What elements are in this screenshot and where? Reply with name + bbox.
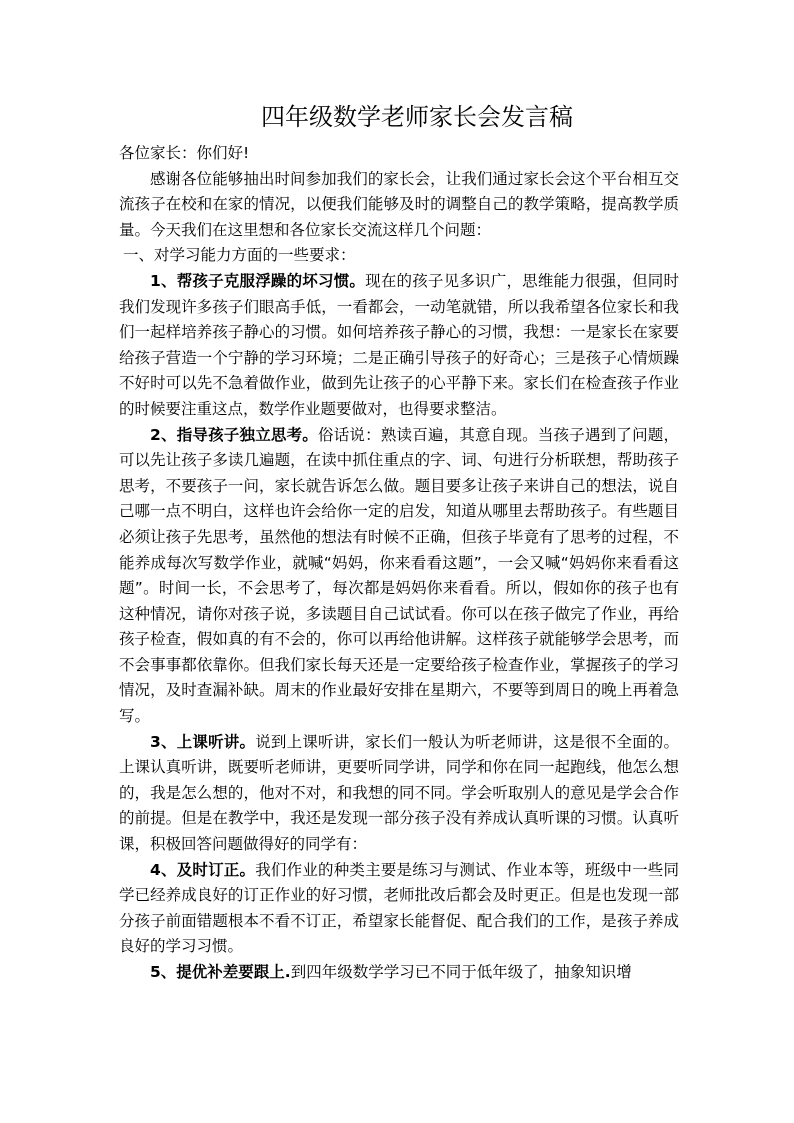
point-paragraph-4: [119, 858, 679, 960]
point-label-5: 5、提优补差要跟上.: [150, 963, 291, 981]
document-body: [119, 141, 679, 986]
point-paragraph-5: [119, 960, 679, 986]
point-text-1: 现在的孩子见多识广，思维能力很强，但同时我们发现许多孩子们眼高手低，一看都会，一动笔就错，所以我希望各位家长和我们一起样培养孩子静心的习惯。如何培养孩子静心的习惯，我想：一是家长在家要给孩子营造一个宁静的学习环境；二是正确引导孩子的好奇心；三是孩子心情烦躁不好时可以先不急着做作业，做到先让孩子的心平静下来。家长们在检查孩子作业的时候要注重这点，数学作业题要做对，也得要求整洁。: [119, 271, 679, 418]
point-text-5: 到四年级数学学习已不同于低年级了，抽象知识增: [290, 963, 632, 981]
point-label-3: 3、上课听讲。: [150, 732, 256, 751]
point-paragraph-2: [119, 423, 679, 730]
intro-paragraph: 感谢各位能够抽出时间参加我们的家长会，让我们通过家长会这个平台相互交流孩子在校和在家的情况，以便我们能够及时的调整自己的教学策略，提高教学质量。今天我们在这里想和各位家长交流这样几个问题：: [119, 169, 679, 239]
document-title: 四年级数学老师家长会发言稿: [261, 103, 573, 131]
point-paragraph-3: [119, 730, 679, 858]
point-label-1: 1、帮孩子克服浮躁的坏习惯。: [150, 271, 366, 290]
point-text-2: 俗话说：熟读百遍，其意自现。当孩子遇到了问题，可以先让孩子多读几遍题，在读中抓住重点的字、词、句进行分析联想，帮助孩子思考，不要孩子一问，家长就告诉怎么做。题目要多让孩子来讲自己的想法，说自己哪一点不明白，这样也许会给你一定的启发，知道从哪里去帮助孩子。有些题目必须让孩子先思考，虽然他的想法有时候不正确，但孩子毕竟有了思考的过程，不能养成每次写数学作业，就喊“妈妈，你来看看这题”，一会又喊“妈妈你来看看这题”。时间一长，不会思考了，每次都是妈妈你来看看。所以，假如你的孩子也有这种情况，请你对孩子说，多读题目自己试试看。你可以在孩子做完了作业，再给孩子检查，假如真的有不会的，你可以再给他讲解。这样孩子就能够学会思考，而不会事事都依靠你。但我们家长每天还是一定要给孩子检查作业，掌握孩子的学习情况，及时查漏补缺。周末的作业最好安排在星期六，不要等到周日的晚上再着急写。: [119, 425, 679, 726]
point-text-3: 说到上课听讲，家长们一般认为听老师讲，这是很不全面的。上课认真听讲，既要听老师讲，更要听同学讲，同学和你在同一起跑线，他怎么想的，我是怎么想的，他对不对，和我想的同不同。学会听取别人的意见是学会合作的前提。但是在教学中，我还是发现一部分孩子没有养成认真听课的习惯。认真听课，积极回答问题做得好的同学有：: [119, 732, 679, 854]
point-paragraph-1: [119, 269, 679, 423]
point-text-4: 我们作业的种类主要是练习与测试、作业本等，班级中一些同学已经养成良好的订正作业的好习惯，老师批改后都会及时更正。但是也发现一部分孩子前面错题根本不看不订正，希望家长能督促、配合我们的工作，是孩子养成良好的学习习惯。: [119, 860, 679, 956]
point-label-2: 2、指导孩子独立思考。: [150, 425, 319, 444]
section-heading: 一、对学习能力方面的一些要求：: [123, 246, 356, 265]
point-label-4: 4、及时订正。: [150, 860, 256, 879]
greeting: 各位家长：你们好!: [119, 144, 250, 162]
